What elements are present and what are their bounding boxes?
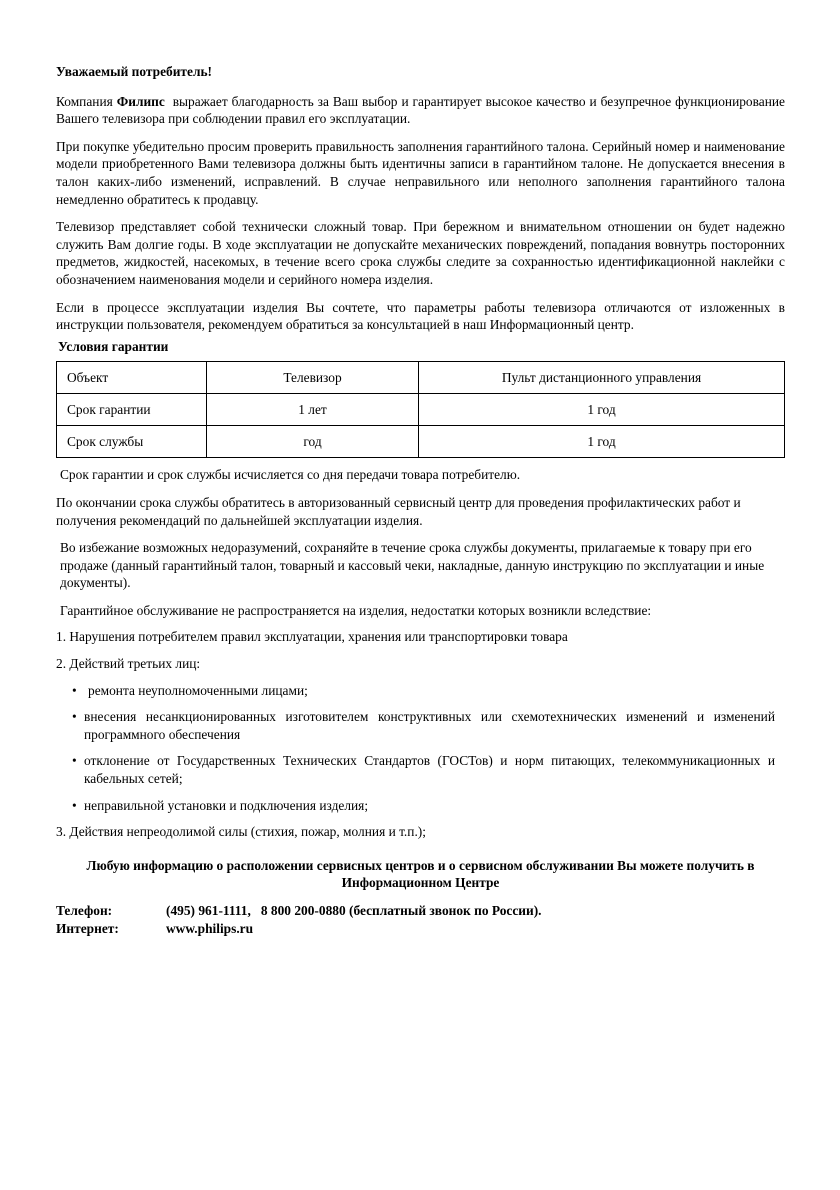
bullet-icon: • [72, 709, 77, 725]
bullet-text: ремонта неуполномоченными лицами; [88, 682, 308, 698]
bullet-icon: • [72, 682, 77, 698]
warranty-title: Условия гарантии [58, 338, 169, 354]
brand-name: Филипс [116, 93, 165, 109]
phone-label: Телефон: [56, 903, 113, 918]
list-item-2: 2. Действий третьих лиц: [56, 656, 201, 672]
warranty-table [56, 361, 785, 458]
intro-post: выражает благодарность за Ваш выбор и гарантирует высокое качество и безупречное функционирование Вашего телевизора при соблюдении правил его эксплуатации. [56, 93, 789, 127]
website-label: Интернет: [56, 920, 119, 936]
warranty-document [56, 63, 789, 937]
table-cell: год [207, 426, 419, 458]
table-cell: 1 год [419, 426, 785, 458]
list-item [56, 682, 785, 700]
bullet-text: отклонение от Государственных Технических Стандартов (ГОСТов) и норм питающих, телекоммуникационных и кабельных сетей; [84, 753, 775, 787]
table-cell: Срок гарантии [57, 394, 207, 426]
intro-pre: Компания [56, 93, 117, 109]
list-item-1: 1. Нарушения потребителем правил эксплуатации, хранения или транспортировки товара [56, 629, 568, 645]
list-item [56, 797, 785, 815]
table-header-cell: Телевизор [207, 362, 419, 394]
keep-documents-paragraph: Во избежание возможных недоразумений, сохраняйте в течение срока службы документы, прилагаемые к товару при его продаже (данный гарантийный талон, товарный и кассовый чеки, накладные, данную инструкцию по эксплуатации и иные документы). [60, 540, 765, 591]
table-cell: 1 год [419, 394, 785, 426]
website-link[interactable]: www.philips.ru [166, 920, 254, 936]
warranty-start-note: Срок гарантии и срок службы исчисляется со дня передачи товара потребителю. [60, 467, 521, 483]
table-row [57, 426, 785, 458]
website-row [56, 920, 785, 938]
paragraph-check-coupon: При покупке убедительно просим проверить правильность заполнения гарантийного талона. Серийный номер и наименование модели приобретенного Вами телевизора должны быть идентичны записи в гарантийном талоне. Не допускается внесения в талон каких-либо изменений, исправлений. В случае неправильного или неполного заполнения гарантийного талона немедленно обратитесь к продавцу. [56, 138, 785, 207]
bullet-text: неправильной установки и подключения изделия; [84, 797, 369, 813]
phone-value: (495) 961-1111, 8 800 200-0880 (бесплатный звонок по России). [166, 903, 542, 918]
bullet-text: внесения несанкционированных изготовителем конструктивных или схемотехнических изменений и изменений программного обеспечения [84, 709, 775, 742]
table-header-cell: Объект [57, 362, 207, 394]
service-end-paragraph: По окончании срока службы обратитесь в авторизованный сервисный центр для проведения профилактических работ и получения рекомендаций по дальнейшей эксплуатации изделия. [56, 494, 741, 528]
intro-paragraph [56, 93, 789, 128]
list-item [56, 708, 785, 743]
table-cell: 1 лет [207, 394, 419, 426]
contacts-block [56, 902, 785, 937]
greeting: Уважаемый потребитель! [56, 64, 212, 79]
info-center-note: Любую информацию о расположении сервисных центров и о сервисном обслуживании Вы можете получить в Информационном Центре [86, 857, 755, 891]
phone-row [56, 902, 785, 920]
third-party-bullets [56, 682, 785, 815]
bullet-icon: • [72, 797, 77, 813]
list-item-3: 3. Действия непреодолимой силы (стихия, пожар, молния и т.п.); [56, 824, 426, 840]
not-covered-intro: Гарантийное обслуживание не распространяется на изделия, недостатки которых возникли вследствие: [60, 602, 652, 618]
list-item [56, 752, 785, 787]
paragraph-info-center: Если в процессе эксплуатации изделия Вы сочтете, что параметры работы телевизора отличаются от изложенных в инструкции пользователя, рекомендуем обратиться за консультацией в наш Информационный центр. [56, 299, 785, 333]
bullet-icon: • [72, 753, 77, 769]
paragraph-care: Телевизор представляет собой технически сложный товар. При бережном и внимательном отношении он будет надежно служить Вам долгие годы. В ходе эксплуатации не допускайте механических повреждений, попадания вовнутрь посторонних предметов, жидкостей, насекомых, в течение всего срока службы следите за сохранностью идентификационной наклейки с обозначением наименования модели и серийного номера изделия. [56, 219, 785, 287]
table-header-cell: Пульт дистанционного управления [419, 362, 785, 394]
table-row [57, 394, 785, 426]
table-header-row [57, 362, 785, 394]
table-cell: Срок службы [57, 426, 207, 458]
